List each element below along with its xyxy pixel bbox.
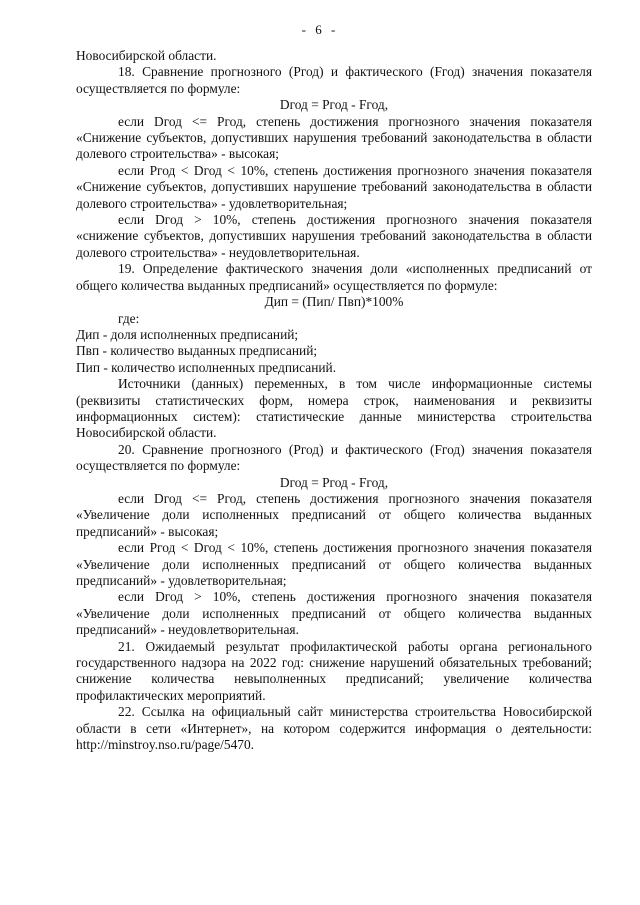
formula-d-year-2: Dгод = Pгод - Fгод, <box>279 474 389 490</box>
paragraph-18: 18. Сравнение прогнозного (Pгод) и фактического (Fгод) значения показателя осуществляется по формуле: <box>76 64 592 96</box>
condition-unsatisfactory-1: если Dгод > 10%, степень достижения прогнозного значения показателя «снижение субъектов, допустивших нарушения требований законодательства в области долевого строительства» - неудовлетворительная. <box>76 212 592 260</box>
definition-dip: Дип - доля исполненных предписаний; <box>76 326 299 342</box>
condition-satisfactory-1: если Pгод < Dгод < 10%, степень достижения прогнозного значения показателя «Снижение субъектов, допустивших нарушение требований законодательства в области долевого строительства» - удовлетворительная; <box>76 162 592 211</box>
definition-pip: Пип - количество исполненных предписаний. <box>76 359 337 375</box>
paragraph-21: 21. Ожидаемый результат профилактической работы органа регионального государственного надзора на 2022 год: снижение нарушений обязательных требований; снижение количества невыполненных предписаний; увеличение количества профилактических мероприятий. <box>76 638 592 703</box>
document-body <box>76 48 592 753</box>
condition-high-1: если Dгод <= Pгод, степень достижения прогнозного значения показателя «Снижение субъектов, допустивших нарушения требований законодательства в области долевого строительства» - высокая; <box>76 113 592 162</box>
condition-unsatisfactory-2: если Dгод > 10%, степень достижения прогнозного значения показателя «Увеличение доли исполненных предписаний от общего количества выданных предписаний» - неудовлетворительная. <box>76 589 592 638</box>
paragraph-19: 19. Определение фактического значения доли «исполненных предписаний от общего количества выданных предписаний» осуществляется по формуле: <box>76 261 592 293</box>
condition-high-2: если Dгод <= Pгод, степень достижения прогнозного значения показателя «Увеличение доли исполненных предписаний от общего количества выданных предписаний» - высокая; <box>76 490 592 539</box>
formula-d-year-1: Dгод = Pгод - Fгод, <box>279 97 389 113</box>
paragraph-22: 22. Ссылка на официальный сайт министерства строительства Новосибирской области в сети «Интернет», на котором содержится информация о деятельности: http://minstroy.nso.ru/page/5470. <box>76 704 592 753</box>
data-sources: Источники (данных) переменных, в том числе информационные системы (реквизиты статистических форм, номера строк, наименования и реквизиты информационных систем): статистические данные министерства строительства Новосибирской области. <box>76 376 592 441</box>
page-number: - 6 - <box>301 22 339 37</box>
definition-pvp: Пвп - количество выданных предписаний; <box>76 343 318 359</box>
paragraph-continuation: Новосибирской области. <box>76 48 217 63</box>
formula-share: Дип = (Пип/ Пвп)*100% <box>264 294 404 310</box>
paragraph-20: 20. Сравнение прогнозного (Pгод) и фактического (Fгод) значения показателя осуществляется по формуле: <box>76 441 592 474</box>
condition-satisfactory-2: если Pгод < Dгод < 10%, степень достижения прогнозного значения показателя «Увеличение доли исполненных предписаний от общего количества выданных предписаний» - удовлетворительная; <box>76 540 592 588</box>
where-label: где: <box>118 310 140 326</box>
